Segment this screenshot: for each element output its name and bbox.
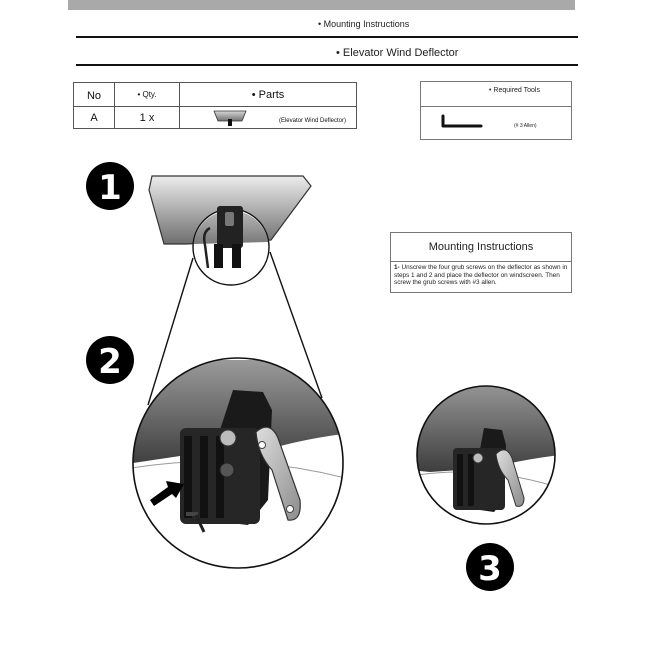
step3-number: 3	[478, 549, 502, 589]
part-name: (Elevator Wind Deflector)	[278, 118, 346, 124]
col-header-parts: • Parts	[180, 83, 357, 107]
step1-number: 1	[98, 168, 122, 208]
cell-no: A	[74, 107, 115, 129]
instructions-title: Mounting Instructions	[428, 241, 534, 253]
product-title: • Elevator Wind Deflector	[336, 47, 458, 59]
step3-zoom-circle	[410, 380, 560, 524]
step3-badge	[466, 543, 514, 591]
required-tools-title: • Required Tools	[489, 87, 540, 94]
step-text: Unscrew the four grub screws on the deflector as shown in steps 1 and 2 and place the deflector on windscreen. Then screw the grub screws with #3 allen.	[394, 264, 568, 286]
tool-label: (# 3 Allen)	[514, 123, 537, 129]
col-header-qty: • Qty.	[115, 83, 180, 107]
col-header-no: No	[74, 83, 115, 107]
step-number: 1-	[394, 264, 400, 271]
step1-badge	[86, 162, 134, 210]
cell-qty: 1 x	[115, 107, 180, 129]
step2-badge	[86, 336, 134, 384]
section-label: • Mounting Instructions	[318, 19, 409, 29]
step2-zoom-circle	[120, 358, 360, 568]
step2-number: 2	[98, 342, 122, 382]
